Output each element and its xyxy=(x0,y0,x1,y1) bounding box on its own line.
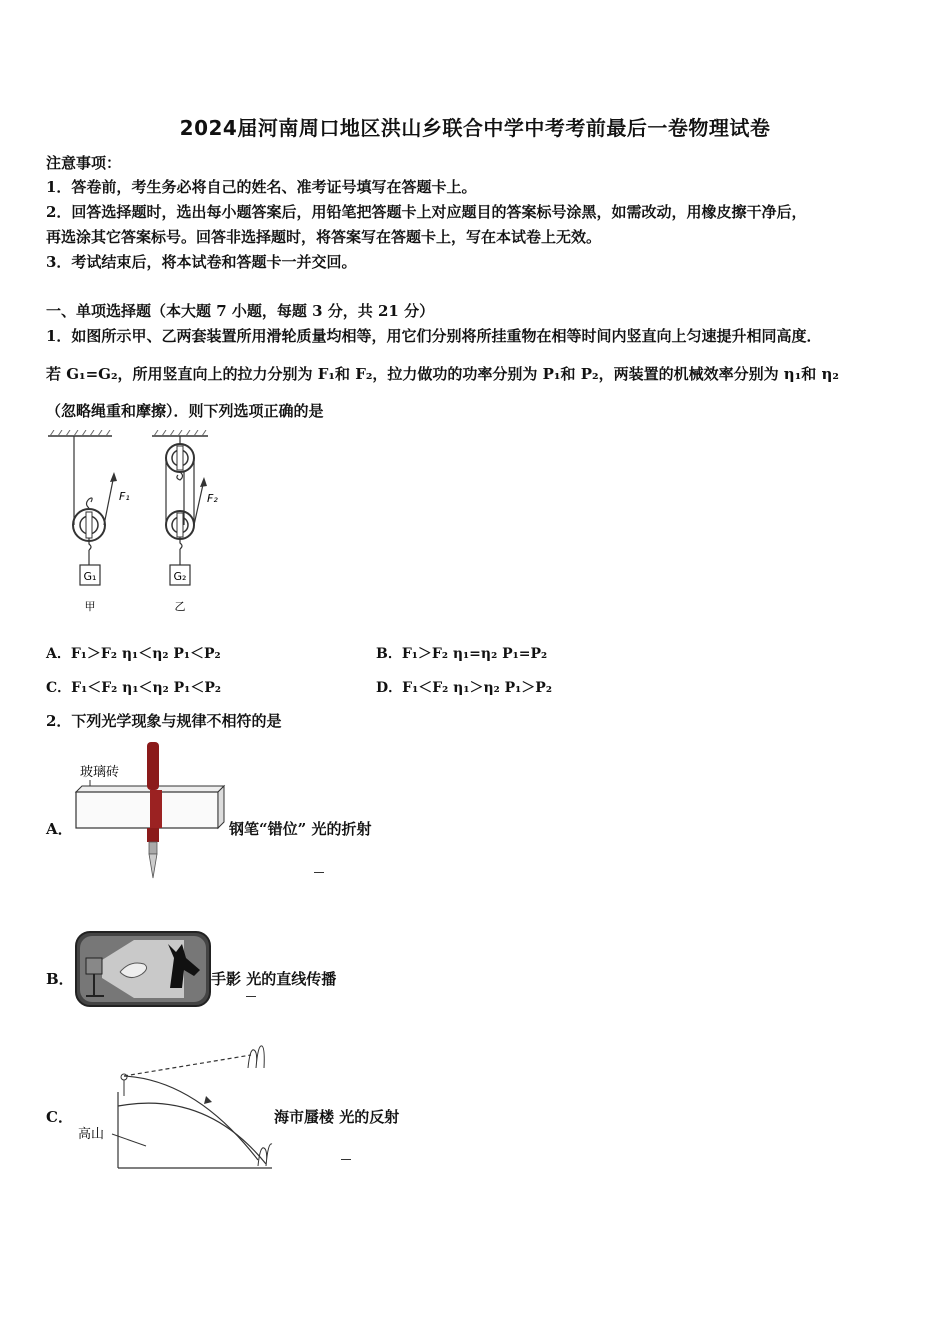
q1-option-c: C．F₁＜F₂ η₁＜η₂ P₁＜P₂ xyxy=(46,680,221,696)
q2-b-text: 手影 光的直线传播 xyxy=(211,970,337,988)
glass-brick-label: 玻璃砖 xyxy=(80,765,120,780)
q2-b-blank xyxy=(246,996,256,997)
g2-label: G₂ xyxy=(173,570,187,583)
pen-glass-image xyxy=(72,740,232,885)
q1-option-a: A．F₁＞F₂ η₁＜η₂ P₁＜P₂ xyxy=(46,646,221,662)
g1-label: G₁ xyxy=(83,570,97,583)
q2-a-letter: A． xyxy=(46,820,73,838)
section-heading: 一、单项选择题（本大题 7 小题，每题 3 分，共 21 分） xyxy=(46,302,435,320)
yi-label: 乙 xyxy=(174,600,186,613)
notice-heading: 注意事项： xyxy=(46,154,122,172)
q1-line2: 若 G₁=G₂，所用竖直向上的拉力分别为 F₁和 F₂，拉力做功的功率分别为 P₁和 P₂，两装置的机械效率分别为 η₁和 η₂ xyxy=(46,365,839,383)
q2-stem: 2．下列光学现象与规律不相符的是 xyxy=(46,712,282,730)
hand-shadow-image xyxy=(74,930,212,1008)
jia-label: 甲 xyxy=(84,600,96,613)
q2-c-letter: C． xyxy=(46,1108,73,1126)
f2-label: F₂ xyxy=(207,492,218,505)
pulley-figure xyxy=(44,430,224,620)
q2-a-blank xyxy=(314,872,324,873)
q2-c-blank xyxy=(341,1159,351,1160)
mountain-label: 高山 xyxy=(78,1127,105,1142)
f1-label: F₁ xyxy=(119,490,130,503)
notice-item-2b: 再选涂其它答案标号。回答非选择题时，将答案写在答题卡上，写在本试卷上无效。 xyxy=(46,228,602,246)
q1-option-d: D．F₁＜F₂ η₁＞η₂ P₁＞P₂ xyxy=(376,680,552,696)
q1-line1: 1．如图所示甲、乙两套装置所用滑轮质量均相等，用它们分别将所挂重物在相等时间内竖直向上匀速提升相同高度． xyxy=(46,327,822,345)
q2-a-text: 钢笔“错位” 光的折射 xyxy=(229,820,372,838)
q2-b-letter: B． xyxy=(46,970,74,988)
page-title: 2024届河南周口地区洪山乡联合中学中考考前最后一卷物理试卷 xyxy=(179,116,771,140)
q2-c-text: 海市蜃楼 光的反射 xyxy=(274,1108,400,1126)
q1-line3: （忽略绳重和摩擦）．则下列选项正确的是 xyxy=(46,402,324,420)
notice-item-3: 3．考试结束后，将本试卷和答题卡一并交回。 xyxy=(46,253,357,271)
mirage-image xyxy=(76,1040,276,1170)
q1-option-b: B．F₁＞F₂ η₁=η₂ P₁=P₂ xyxy=(376,646,548,662)
notice-item-1: 1．答卷前，考生务必将自己的姓名、准考证号填写在答题卡上。 xyxy=(46,178,477,196)
notice-item-2a: 2．回答选择题时，选出每小题答案后，用铅笔把答题卡上对应题目的答案标号涂黑，如需改动，用橡皮擦干净后， xyxy=(46,203,807,221)
